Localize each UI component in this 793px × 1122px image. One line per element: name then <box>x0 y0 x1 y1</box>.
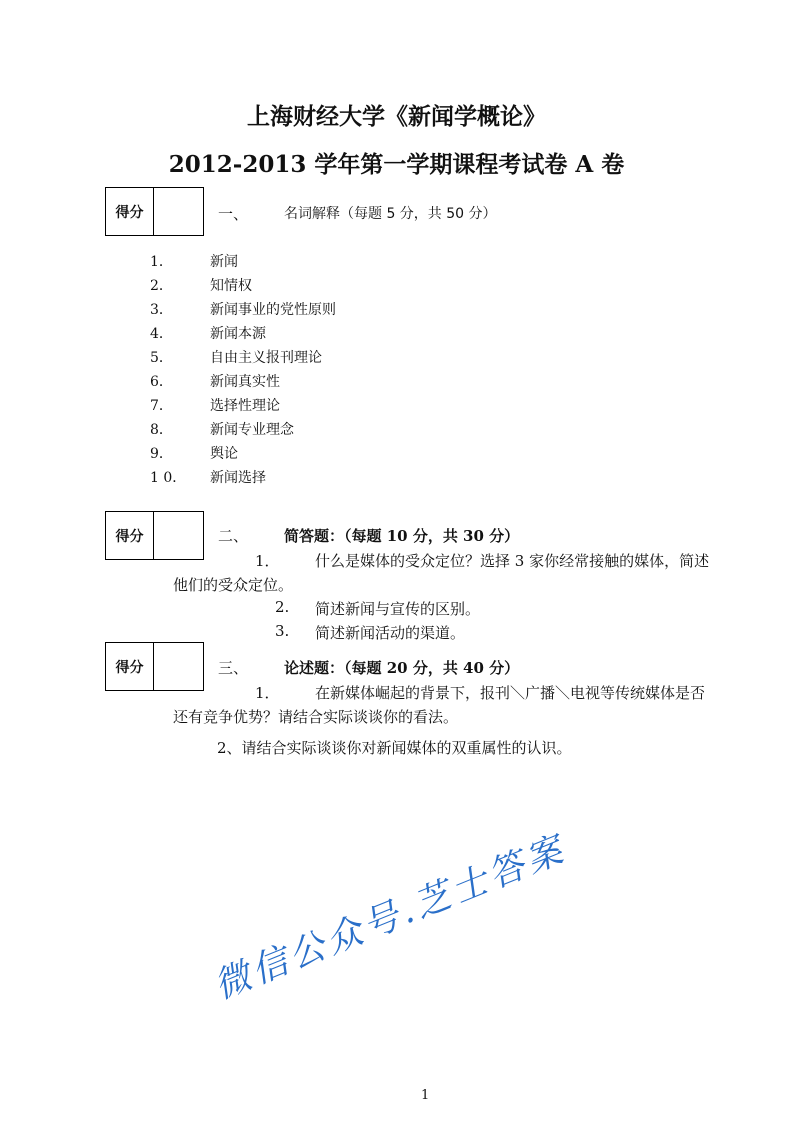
item-number: 5． <box>150 350 173 366</box>
page-number: 1 <box>421 1088 430 1103</box>
section-title: 论述题：（每题 20 分，共 40 分） <box>284 659 520 677</box>
item-text: 舆论 <box>210 446 238 462</box>
page-title: 上海财经大学《新闻学概论》 <box>247 103 546 130</box>
item-number: 2． <box>150 278 173 294</box>
item-text: 自由主义报刊理论 <box>210 350 322 366</box>
question-text: 什么是媒体的受众定位？选择 3 家你经常接触的媒体，简述 <box>315 552 710 570</box>
question-number: 1． <box>255 552 280 570</box>
question-text: 简述新闻与宣传的区别。 <box>315 600 481 618</box>
score-box <box>105 642 204 691</box>
section-title: 简答题：（每题 10 分，共 30 分） <box>284 527 520 545</box>
question-text: 在新媒体崛起的背景下，报刊＼广播＼电视等传统媒体是否 <box>315 684 706 702</box>
score-label: 得分 <box>106 188 154 235</box>
item-number: 8． <box>150 422 173 438</box>
item-text: 知情权 <box>210 278 252 294</box>
item-number: 3． <box>150 302 173 318</box>
item-number: 4． <box>150 326 173 342</box>
item-number: 7． <box>150 398 173 414</box>
item-text: 新闻本源 <box>210 326 266 342</box>
item-text: 选择性理论 <box>210 398 280 414</box>
score-box <box>105 187 204 236</box>
section-number: 三、 <box>218 659 249 677</box>
page-subtitle: 2012-2013 学年第一学期课程考试卷 A 卷 <box>168 151 625 178</box>
section-title: 名词解释（每题 5 分，共 50 分） <box>284 206 497 222</box>
question-text: 还有竞争优势？请结合实际谈谈你的看法。 <box>173 708 459 726</box>
section-number: 一、 <box>218 205 249 223</box>
watermark: 微信公众号.芝士答案 <box>208 828 572 1008</box>
item-text: 新闻选择 <box>210 470 266 486</box>
question-number: 2. <box>275 598 290 616</box>
item-number: 1 0． <box>150 470 187 486</box>
item-text: 新闻事业的党性原则 <box>210 302 336 318</box>
score-label: 得分 <box>106 643 154 690</box>
item-text: 新闻 <box>210 254 238 270</box>
question-number: 3. <box>275 622 290 640</box>
question-text: 2、请结合实际谈谈你对新闻媒体的双重属性的认识。 <box>217 739 572 757</box>
item-number: 9． <box>150 446 173 462</box>
question-text: 他们的受众定位。 <box>173 576 294 594</box>
question-text: 简述新闻活动的渠道。 <box>315 624 466 642</box>
question-number: 1． <box>255 684 280 702</box>
item-text: 新闻真实性 <box>210 374 280 390</box>
section-number: 二、 <box>218 527 249 545</box>
score-label: 得分 <box>106 512 154 559</box>
score-box <box>105 511 204 560</box>
item-number: 1． <box>150 254 173 270</box>
item-number: 6． <box>150 374 173 390</box>
item-text: 新闻专业理念 <box>210 422 294 438</box>
